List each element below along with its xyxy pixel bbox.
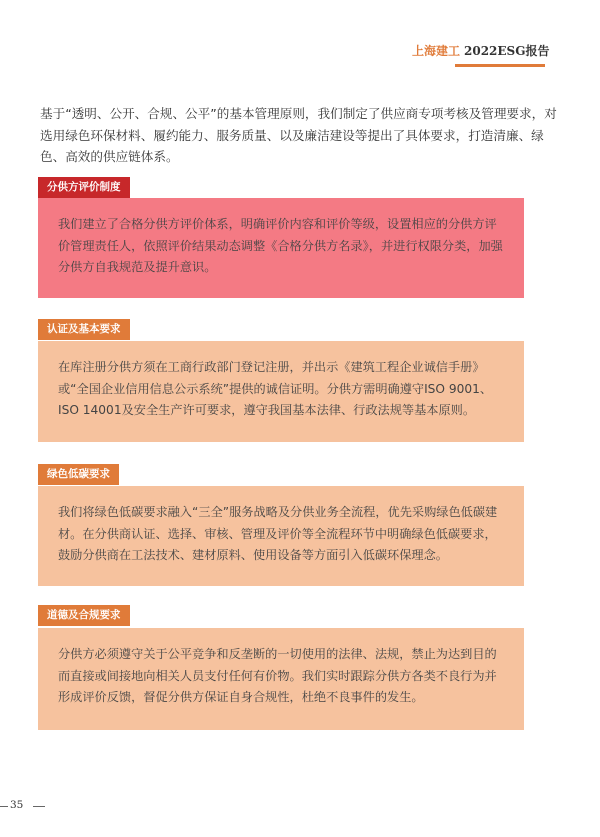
section-tag-supplier-evaluation: 分供方评价制度 (38, 177, 130, 198)
page-number: 35 (10, 799, 24, 811)
section-box-green-lowcarbon: 我们将绿色低碳要求融入“三全”服务战略及分供业务全流程，优先采购绿色低碳建材。在分供商认证、选择、审核、管理及评价等全流程环节中明确绿色低碳要求，鼓励分供商在工法技术、建材原料、使用设备等方面引入低碳环保理念。 (38, 486, 524, 586)
section-box-ethics-compliance: 分供方必须遵守关于公平竞争和反垄断的一切使用的法律、法规，禁止为达到目的而直接或间接地向相关人员支付任何有价物。我们实时跟踪分供方各类不良行为并形成评价反馈，督促分供方保证自身合规性，杜绝不良事件的发生。 (38, 628, 524, 730)
section-tag-certification: 认证及基本要求 (38, 319, 130, 340)
section-box-certification: 在库注册分供方须在工商行政部门登记注册，并出示《建筑工程企业诚信手册》或“全国企业信用信息公示系统”提供的诚信证明。分供方需明确遵守ISO 9001、ISO 14001及安全生产许可要求，遵守我国基本法律、行政法规等基本原则。 (38, 341, 524, 442)
section-tag-ethics-compliance: 道德及合规要求 (38, 605, 130, 626)
intro-paragraph: 基于“透明、公开、合规、公平”的基本管理原则，我们制定了供应商专项考核及管理要求，对选用绿色环保材料、履约能力、服务质量、以及廉洁建设等提出了具体要求，打造清廉、绿色、高效的供应链体系。 (40, 106, 557, 164)
header-accent-line (455, 64, 545, 67)
section-box-supplier-evaluation: 我们建立了合格分供方评价体系，明确评价内容和评价等级，设置相应的分供方评价管理责任人，依照评价结果动态调整《合格分供方名录》，并进行权限分类，加强分供方自我规范及提升意识。 (38, 198, 524, 298)
header-brand: 上海建工 (412, 44, 461, 58)
footer-line-right (33, 806, 45, 807)
footer-line-left (0, 806, 8, 807)
section-tag-green-lowcarbon: 绿色低碳要求 (38, 464, 119, 485)
header-report-title: 2022ESG报告 (464, 44, 550, 58)
